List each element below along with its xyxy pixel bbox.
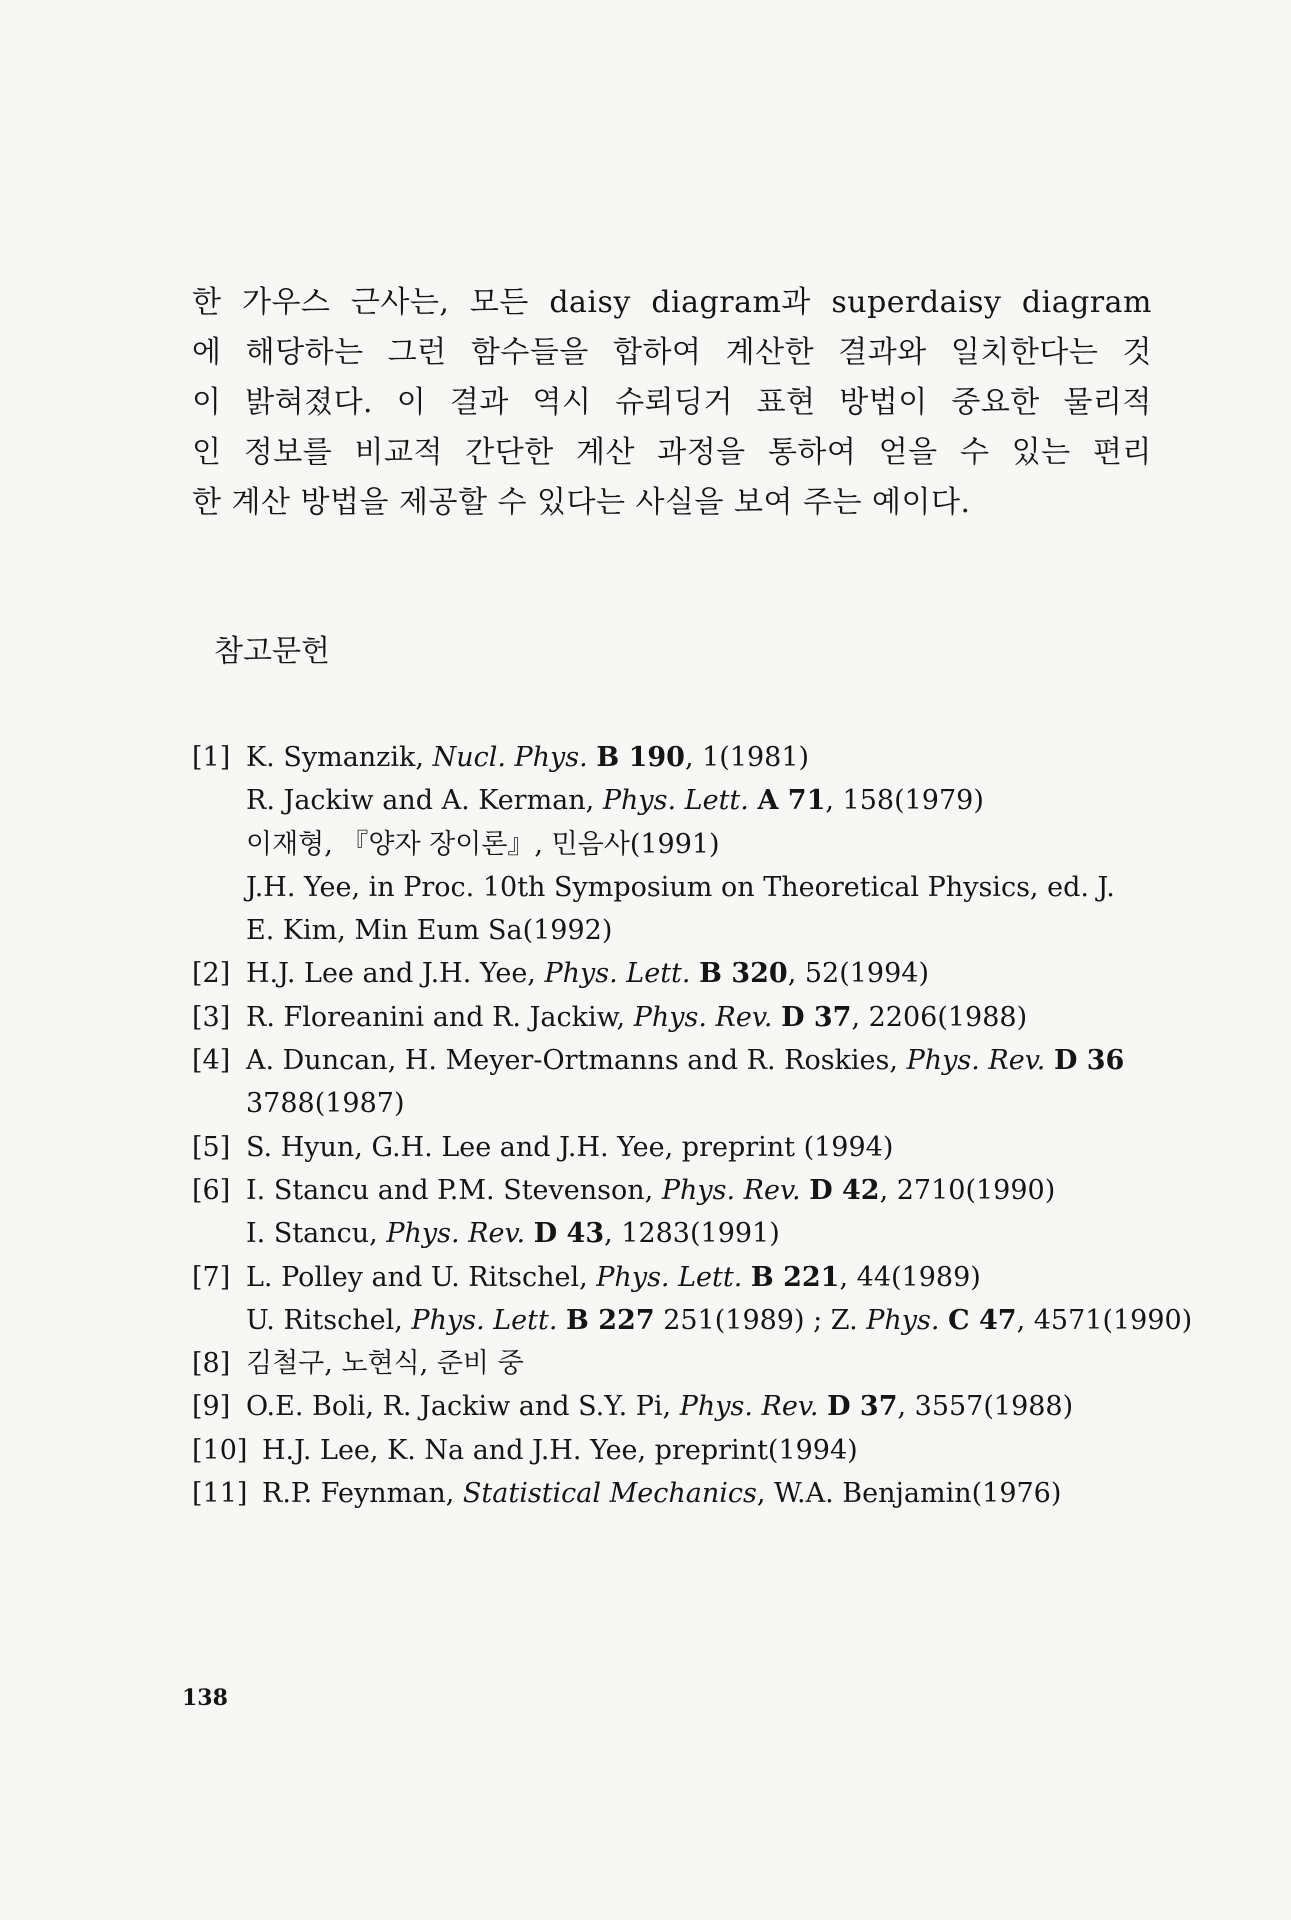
reference-segment: L. Polley and U. Ritschel, xyxy=(246,1261,597,1293)
reference-item xyxy=(192,996,1172,1039)
reference-number: [2] xyxy=(192,958,231,990)
reference-number: [10] xyxy=(192,1434,248,1466)
journal-name: Phys. Lett. xyxy=(411,1304,558,1336)
volume-number: D 42 xyxy=(809,1174,880,1206)
reference-item xyxy=(192,866,1172,909)
reference-number: [7] xyxy=(192,1261,231,1293)
reference-text xyxy=(246,736,809,779)
reference-segment: , W.A. Benjamin(1976) xyxy=(756,1478,1062,1510)
reference-segment xyxy=(1045,1045,1054,1076)
reference-item xyxy=(192,1039,1172,1082)
reference-text xyxy=(246,1039,1124,1082)
reference-item xyxy=(192,1299,1193,1342)
volume-number: B 221 xyxy=(750,1261,840,1293)
reference-list xyxy=(192,736,1193,1515)
journal-name: Nucl. Phys. xyxy=(432,742,588,773)
volume-number: B 190 xyxy=(596,742,685,773)
paragraph-line: 한 계산 방법을 제공할 수 있다는 사실을 보여 주는 예이다. xyxy=(192,485,971,520)
reference-item xyxy=(192,1342,1172,1385)
reference-segment: , 1283(1991) xyxy=(604,1218,780,1250)
reference-segment: , 2206(1988) xyxy=(851,1001,1028,1033)
reference-segment xyxy=(772,1002,781,1033)
reference-text xyxy=(246,779,984,822)
reference-text xyxy=(246,1169,1055,1212)
reference-segment: R. Floreanini and R. Jackiw, xyxy=(246,1001,634,1033)
reference-text xyxy=(246,1126,893,1169)
journal-name: Phys. Rev. xyxy=(661,1174,801,1206)
reference-text xyxy=(246,1256,981,1299)
reference-text xyxy=(246,1385,1073,1428)
paragraph-line: 에 해당하는 그런 함수들을 합하여 계산한 결과와 일치한다는 것 xyxy=(192,335,1152,370)
reference-segment: , 2710(1990) xyxy=(879,1174,1056,1206)
reference-segment: I. Stancu and P.M. Stevenson, xyxy=(246,1174,662,1206)
reference-number: [8] xyxy=(192,1348,231,1380)
volume-number: B 227 xyxy=(566,1304,655,1336)
reference-number: [4] xyxy=(192,1045,231,1077)
reference-segment: 이재형, 『양자 장이론』, 민음사(1991) xyxy=(246,828,720,860)
reference-text xyxy=(246,1082,405,1125)
journal-name: Statistical Mechanics xyxy=(462,1478,757,1510)
reference-segment xyxy=(525,1218,534,1249)
reference-segment: R.P. Feynman, xyxy=(262,1478,463,1510)
volume-number: D 43 xyxy=(533,1218,605,1250)
reference-segment xyxy=(691,958,700,989)
volume-number: A 71 xyxy=(757,785,826,817)
reference-segment: 김철구, 노현식, 준비 중 xyxy=(246,1348,524,1380)
reference-segment: 251(1989) ; Z. xyxy=(654,1304,867,1336)
reference-item xyxy=(192,1256,1172,1299)
reference-segment: K. Symanzik, xyxy=(246,742,433,773)
reference-text xyxy=(246,996,1027,1039)
paragraph-line: 인 정보를 비교적 간단한 계산 과정을 통하여 얻을 수 있는 편리 xyxy=(192,435,1152,470)
reference-segment: , 1(1981) xyxy=(684,742,810,773)
journal-name: Phys. Rev. xyxy=(386,1218,526,1250)
reference-text xyxy=(262,1429,858,1472)
reference-item xyxy=(192,779,1172,822)
reference-text xyxy=(246,1212,780,1255)
reference-number: [1] xyxy=(192,742,231,773)
reference-text xyxy=(246,1299,1192,1342)
reference-number: [9] xyxy=(192,1391,231,1423)
reference-segment: , 3557(1988) xyxy=(897,1391,1074,1423)
reference-segment: U. Ritschel, xyxy=(246,1304,412,1336)
reference-item xyxy=(192,736,1172,779)
reference-number: [5] xyxy=(192,1131,231,1163)
journal-name: Phys. xyxy=(866,1304,940,1336)
reference-item xyxy=(192,823,1172,866)
reference-text xyxy=(262,1472,1061,1515)
reference-item xyxy=(192,952,1172,995)
reference-item xyxy=(192,1212,1172,1255)
paragraph-line: 이 밝혀졌다. 이 결과 역시 슈뢰딩거 표현 방법이 중요한 물리적 xyxy=(192,385,1152,420)
reference-text xyxy=(246,866,1115,909)
reference-segment: J.H. Yee, in Proc. 10th Symposium on Theoretical Physics, ed. J. xyxy=(246,871,1115,903)
reference-segment: I. Stancu, xyxy=(246,1218,387,1250)
volume-number: D 36 xyxy=(1053,1045,1125,1077)
reference-segment xyxy=(557,1305,566,1336)
paragraph-line: 한 가우스 근사는, 모든 daisy diagram과 superdaisy diagram xyxy=(192,285,1152,320)
references-heading: 참고문헌 xyxy=(214,634,330,669)
body-paragraph xyxy=(192,278,1152,528)
reference-segment: , 158(1979) xyxy=(825,785,984,817)
reference-segment: , 44(1989) xyxy=(839,1261,981,1293)
reference-segment: H.J. Lee and J.H. Yee, xyxy=(246,958,545,990)
reference-number: [6] xyxy=(192,1174,231,1206)
reference-item xyxy=(192,1429,1172,1472)
reference-item xyxy=(192,909,1172,952)
reference-segment xyxy=(940,1305,949,1336)
reference-item xyxy=(192,1472,1172,1515)
reference-text xyxy=(246,909,612,952)
reference-segment: A. Duncan, H. Meyer-Ortmanns and R. Roskies, xyxy=(246,1045,907,1077)
reference-item xyxy=(192,1126,1172,1169)
journal-name: Phys. Rev. xyxy=(679,1391,819,1423)
reference-segment xyxy=(819,1391,828,1422)
reference-segment: S. Hyun, G.H. Lee and J.H. Yee, preprint (1994) xyxy=(246,1131,894,1163)
reference-item xyxy=(192,1385,1172,1428)
reference-segment xyxy=(801,1175,810,1206)
reference-segment xyxy=(742,1262,751,1293)
volume-number: D 37 xyxy=(781,1001,852,1033)
reference-text xyxy=(246,952,929,995)
volume-number: D 37 xyxy=(827,1391,898,1423)
journal-name: Phys. Lett. xyxy=(602,785,749,817)
reference-item xyxy=(192,1169,1172,1212)
reference-segment: E. Kim, Min Eum Sa(1992) xyxy=(246,915,613,947)
reference-segment: H.J. Lee, K. Na and J.H. Yee, preprint(1994) xyxy=(262,1434,858,1466)
reference-segment: O.E. Boli, R. Jackiw and S.Y. Pi, xyxy=(246,1391,680,1423)
reference-item xyxy=(192,1082,1172,1125)
reference-text xyxy=(246,1342,524,1385)
volume-number: B 320 xyxy=(699,958,788,990)
journal-name: Phys. Rev. xyxy=(633,1001,773,1033)
reference-number: [11] xyxy=(192,1478,248,1510)
reference-segment: , 4571(1990) xyxy=(1016,1304,1193,1336)
journal-name: Phys. Lett. xyxy=(544,958,691,990)
volume-number: C 47 xyxy=(948,1304,1017,1336)
reference-segment: 3788(1987) xyxy=(246,1088,405,1120)
reference-segment: , 52(1994) xyxy=(787,958,929,990)
reference-text xyxy=(246,823,720,866)
reference-segment: R. Jackiw and A. Kerman, xyxy=(246,785,603,817)
journal-name: Phys. Rev. xyxy=(906,1045,1046,1077)
journal-name: Phys. Lett. xyxy=(596,1261,743,1293)
page-number: 138 xyxy=(182,1685,228,1711)
reference-number: [3] xyxy=(192,1001,231,1033)
